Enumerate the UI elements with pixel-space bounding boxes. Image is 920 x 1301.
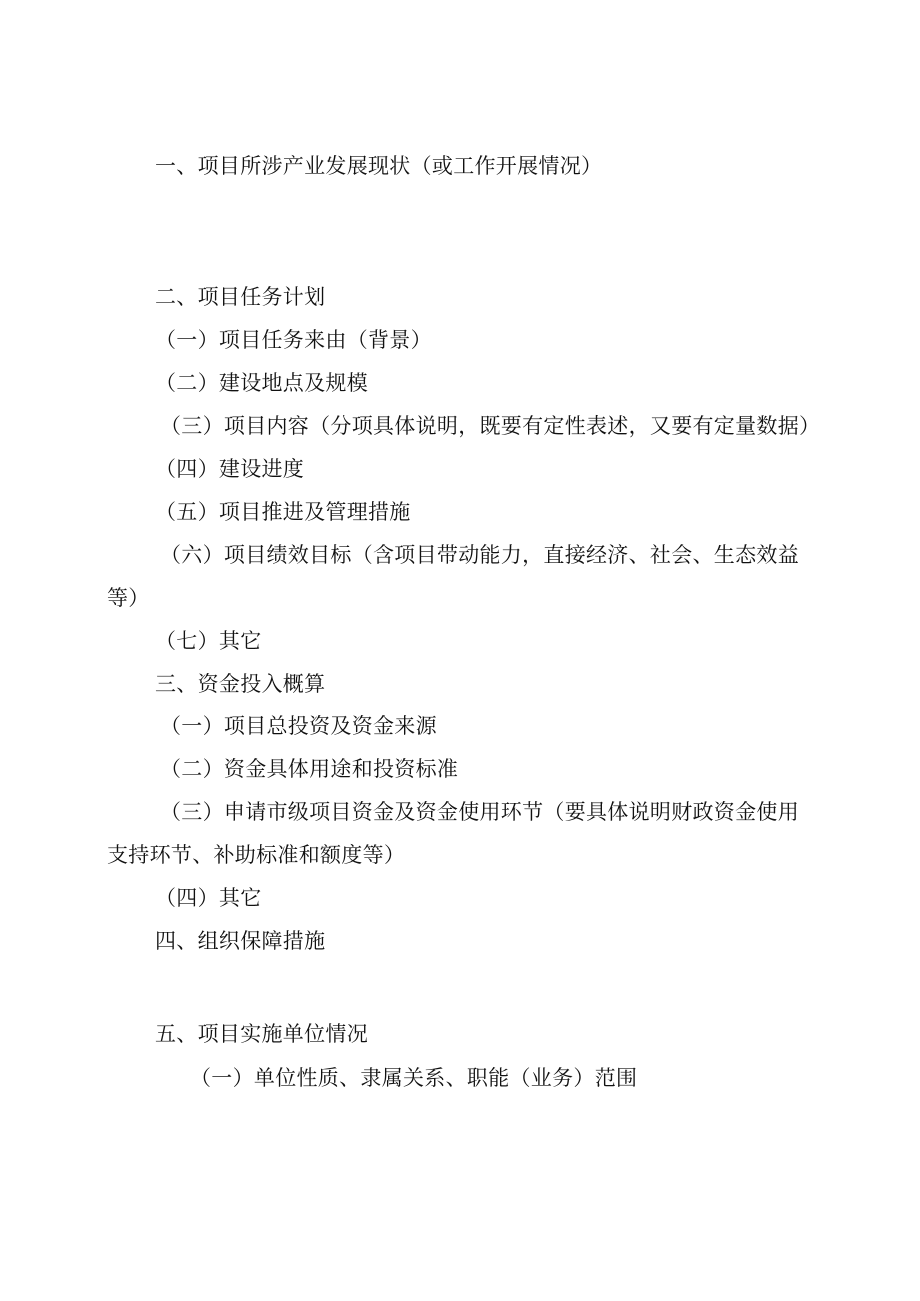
section-2-item-3: （三）项目内容（分项具体说明，既要有定性表述，又要有定量数据） (160, 414, 821, 438)
section-2-heading: 二、项目任务计划 (155, 285, 326, 309)
section-5-item-1: （一）单位性质、隶属关系、职能（业务）范围 (190, 1066, 638, 1090)
section-2-item-4: （四）建设进度 (155, 457, 305, 481)
section-5-heading: 五、项目实施单位情况 (155, 1022, 368, 1046)
section-2-item-6-continued: 等） (107, 586, 150, 610)
section-3-item-2: （二）资金具体用途和投资标准 (160, 757, 459, 781)
section-4-heading: 四、组织保障措施 (155, 929, 326, 953)
section-3-item-1: （一）项目总投资及资金来源 (160, 714, 437, 738)
section-3-item-3-continued: 支持环节、补助标准和额度等） (107, 843, 406, 867)
section-3-heading: 三、资金投入概算 (155, 672, 326, 696)
section-3-item-4: （四）其它 (155, 886, 262, 910)
section-2-item-1: （一）项目任务来由（背景） (155, 328, 432, 352)
section-2-item-5: （五）项目推进及管理措施 (155, 500, 411, 524)
section-2-item-6: （六）项目绩效目标（含项目带动能力，直接经济、社会、生态效益 (160, 543, 799, 567)
section-3-item-3: （三）申请市级项目资金及资金使用环节（要具体说明财政资金使用 (160, 800, 799, 824)
section-2-item-7: （七）其它 (155, 629, 262, 653)
section-2-item-2: （二）建设地点及规模 (155, 371, 368, 395)
section-1-heading: 一、项目所涉产业发展现状（或工作开展情况） (155, 154, 603, 178)
